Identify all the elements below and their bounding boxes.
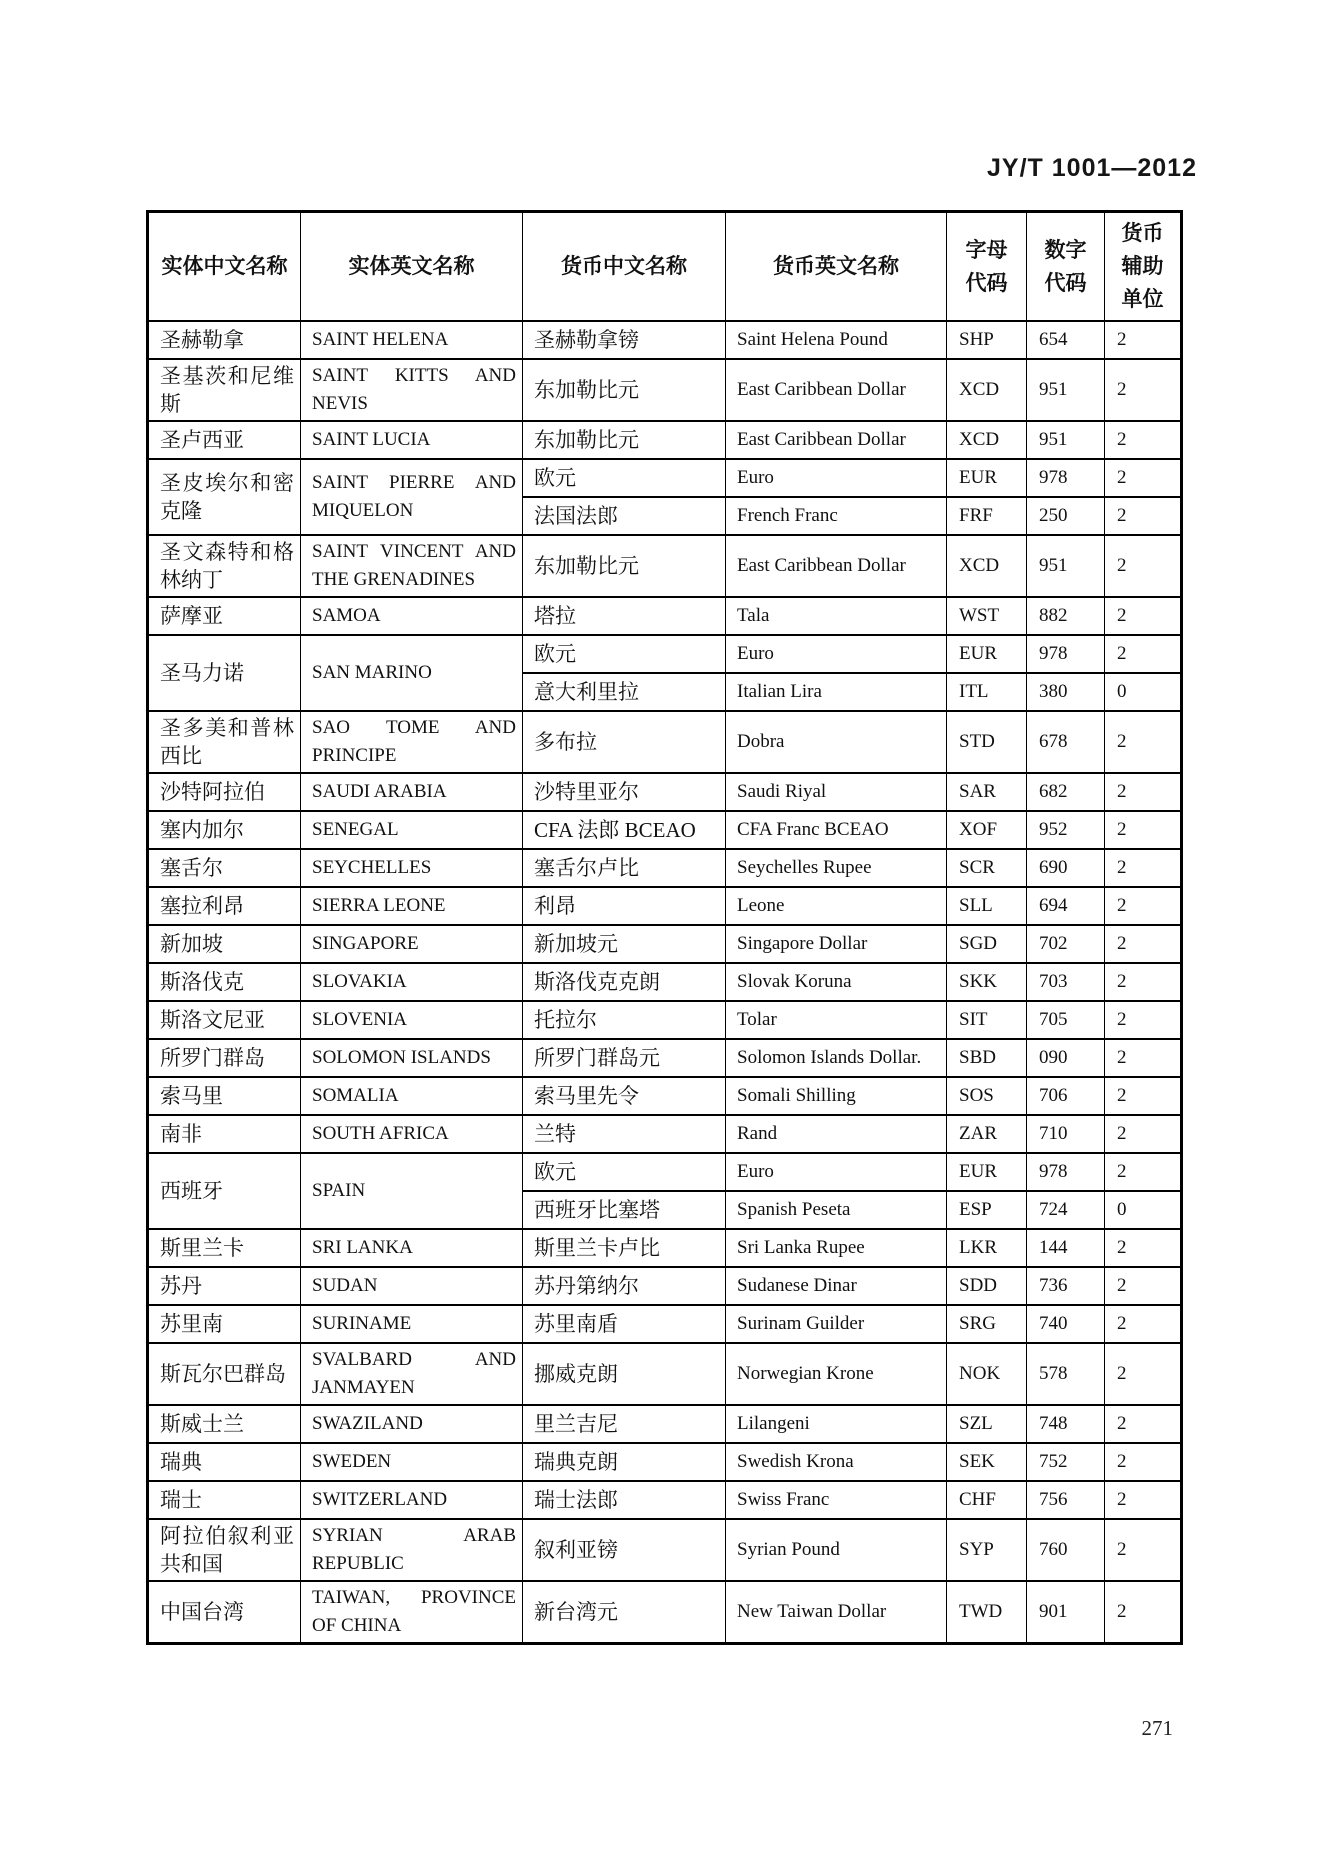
cell-minor-unit: 0 <box>1105 1191 1182 1229</box>
cell-numeric-code: 760 <box>1027 1519 1105 1581</box>
cell-currency-cn: 苏丹第纳尔 <box>523 1267 726 1305</box>
col-header-minor-unit <box>1105 212 1182 322</box>
cell-currency-cn: 所罗门群岛元 <box>523 1039 726 1077</box>
table-row <box>148 1077 1182 1115</box>
cell-currency-cn: 利昂 <box>523 887 726 925</box>
cell-currency-en: Syrian Pound <box>726 1519 947 1581</box>
cell-minor-unit: 2 <box>1105 1581 1182 1644</box>
cell-entity-cn: 所罗门群岛 <box>148 1039 301 1077</box>
table-row <box>148 811 1182 849</box>
cell-entity-en: SURINAME <box>301 1305 523 1343</box>
cell-numeric-code: 578 <box>1027 1343 1105 1405</box>
cell-alpha-code: SCR <box>947 849 1027 887</box>
cell-numeric-code: 654 <box>1027 321 1105 359</box>
cell-entity-en: SAINT HELENA <box>301 321 523 359</box>
cell-numeric-code: 250 <box>1027 497 1105 535</box>
table-row <box>148 1481 1182 1519</box>
cell-entity-cn: 圣多美和普林西比 <box>148 711 301 773</box>
cell-alpha-code: SYP <box>947 1519 1027 1581</box>
col-header-entity-cn <box>148 212 301 322</box>
cell-alpha-code: EUR <box>947 1153 1027 1191</box>
table-row <box>148 1305 1182 1343</box>
cell-currency-cn: 意大利里拉 <box>523 673 726 711</box>
cell-entity-en: SOMALIA <box>301 1077 523 1115</box>
table-body <box>148 321 1182 1644</box>
cell-entity-cn: 中国台湾 <box>148 1581 301 1644</box>
cell-numeric-code: 951 <box>1027 359 1105 421</box>
cell-numeric-code: 978 <box>1027 1153 1105 1191</box>
cell-currency-cn: 托拉尔 <box>523 1001 726 1039</box>
cell-currency-cn: 欧元 <box>523 1153 726 1191</box>
cell-currency-cn: 新加坡元 <box>523 925 726 963</box>
cell-numeric-code: 706 <box>1027 1077 1105 1115</box>
cell-minor-unit: 2 <box>1105 1229 1182 1267</box>
table-header <box>148 212 1182 322</box>
cell-minor-unit: 2 <box>1105 963 1182 1001</box>
col-header-label: 实体中文名称 <box>161 254 288 278</box>
table-row <box>148 321 1182 359</box>
cell-entity-en: SAN MARINO <box>301 635 523 711</box>
table-row <box>148 773 1182 811</box>
cell-alpha-code: WST <box>947 597 1027 635</box>
cell-entity-cn: 圣卢西亚 <box>148 421 301 459</box>
cell-currency-cn: 东加勒比元 <box>523 535 726 597</box>
cell-numeric-code: 978 <box>1027 459 1105 497</box>
cell-alpha-code: SGD <box>947 925 1027 963</box>
cell-currency-en: Slovak Koruna <box>726 963 947 1001</box>
cell-minor-unit: 2 <box>1105 1153 1182 1191</box>
cell-minor-unit: 2 <box>1105 321 1182 359</box>
cell-minor-unit: 2 <box>1105 421 1182 459</box>
cell-minor-unit: 2 <box>1105 1267 1182 1305</box>
table-row <box>148 1039 1182 1077</box>
cell-currency-en: Italian Lira <box>726 673 947 711</box>
cell-entity-cn: 苏里南 <box>148 1305 301 1343</box>
table-row <box>148 1405 1182 1443</box>
cell-numeric-code: 380 <box>1027 673 1105 711</box>
cell-numeric-code: 702 <box>1027 925 1105 963</box>
cell-numeric-code: 694 <box>1027 887 1105 925</box>
table-row <box>148 597 1182 635</box>
cell-entity-cn: 斯里兰卡 <box>148 1229 301 1267</box>
table-row <box>148 711 1182 773</box>
cell-entity-cn: 塞内加尔 <box>148 811 301 849</box>
cell-alpha-code: SEK <box>947 1443 1027 1481</box>
cell-minor-unit: 2 <box>1105 925 1182 963</box>
cell-currency-cn: 多布拉 <box>523 711 726 773</box>
cell-currency-cn: 瑞典克朗 <box>523 1443 726 1481</box>
standard-number: JY/T 1001—2012 <box>987 154 1197 182</box>
cell-entity-en: SVALBARD AND JANMAYEN <box>301 1343 523 1405</box>
col-header-label: 数字代码 <box>1044 237 1087 295</box>
cell-alpha-code: SOS <box>947 1077 1027 1115</box>
cell-alpha-code: EUR <box>947 459 1027 497</box>
cell-alpha-code: STD <box>947 711 1027 773</box>
cell-numeric-code: 756 <box>1027 1481 1105 1519</box>
cell-numeric-code: 690 <box>1027 849 1105 887</box>
cell-currency-en: Tala <box>726 597 947 635</box>
cell-currency-cn: 圣赫勒拿镑 <box>523 321 726 359</box>
cell-entity-cn: 斯洛文尼亚 <box>148 1001 301 1039</box>
cell-minor-unit: 2 <box>1105 1039 1182 1077</box>
table-row <box>148 963 1182 1001</box>
cell-currency-en: Tolar <box>726 1001 947 1039</box>
cell-entity-en: SPAIN <box>301 1153 523 1229</box>
cell-numeric-code: 090 <box>1027 1039 1105 1077</box>
cell-numeric-code: 952 <box>1027 811 1105 849</box>
cell-alpha-code: CHF <box>947 1481 1027 1519</box>
cell-numeric-code: 951 <box>1027 535 1105 597</box>
cell-entity-cn: 斯瓦尔巴群岛 <box>148 1343 301 1405</box>
cell-alpha-code: XOF <box>947 811 1027 849</box>
cell-minor-unit: 2 <box>1105 1443 1182 1481</box>
cell-currency-en: Euro <box>726 635 947 673</box>
cell-entity-en: SAINT KITTS AND NEVIS <box>301 359 523 421</box>
cell-entity-en: SOUTH AFRICA <box>301 1115 523 1153</box>
cell-currency-cn: 斯里兰卡卢比 <box>523 1229 726 1267</box>
cell-entity-cn: 斯洛伐克 <box>148 963 301 1001</box>
table-row <box>148 359 1182 421</box>
table-row <box>148 1153 1182 1191</box>
page-number: 271 <box>1141 1716 1173 1740</box>
cell-minor-unit: 2 <box>1105 359 1182 421</box>
cell-minor-unit: 2 <box>1105 535 1182 597</box>
cell-currency-en: Solomon Islands Dollar. <box>726 1039 947 1077</box>
cell-entity-en: SAINT LUCIA <box>301 421 523 459</box>
cell-currency-cn: 里兰吉尼 <box>523 1405 726 1443</box>
cell-currency-cn: 欧元 <box>523 459 726 497</box>
cell-entity-cn: 阿拉伯叙利亚共和国 <box>148 1519 301 1581</box>
cell-currency-en: Sri Lanka Rupee <box>726 1229 947 1267</box>
cell-minor-unit: 2 <box>1105 1001 1182 1039</box>
table-row <box>148 1581 1182 1644</box>
cell-entity-en: SUDAN <box>301 1267 523 1305</box>
col-header-currency-en <box>726 212 947 322</box>
cell-alpha-code: SZL <box>947 1405 1027 1443</box>
cell-minor-unit: 2 <box>1105 773 1182 811</box>
cell-alpha-code: XCD <box>947 535 1027 597</box>
cell-entity-en: SOLOMON ISLANDS <box>301 1039 523 1077</box>
cell-alpha-code: XCD <box>947 359 1027 421</box>
cell-entity-cn: 圣马力诺 <box>148 635 301 711</box>
cell-currency-cn: 挪威克朗 <box>523 1343 726 1405</box>
cell-currency-cn: 东加勒比元 <box>523 421 726 459</box>
col-header-label: 货币辅助单位 <box>1121 221 1164 311</box>
cell-currency-en: Singapore Dollar <box>726 925 947 963</box>
cell-alpha-code: TWD <box>947 1581 1027 1644</box>
cell-minor-unit: 0 <box>1105 673 1182 711</box>
table-row <box>148 535 1182 597</box>
cell-entity-cn: 圣皮埃尔和密克隆 <box>148 459 301 535</box>
cell-entity-en: SLOVENIA <box>301 1001 523 1039</box>
cell-currency-en: Surinam Guilder <box>726 1305 947 1343</box>
col-header-label: 货币英文名称 <box>773 254 899 278</box>
table-row <box>148 421 1182 459</box>
cell-alpha-code: SKK <box>947 963 1027 1001</box>
cell-numeric-code: 682 <box>1027 773 1105 811</box>
cell-entity-en: SYRIAN ARAB REPUBLIC <box>301 1519 523 1581</box>
cell-currency-cn: 叙利亚镑 <box>523 1519 726 1581</box>
cell-entity-cn: 圣基茨和尼维斯 <box>148 359 301 421</box>
cell-entity-cn: 新加坡 <box>148 925 301 963</box>
cell-currency-cn: 东加勒比元 <box>523 359 726 421</box>
table-row <box>148 1343 1182 1405</box>
table-row <box>148 1229 1182 1267</box>
cell-entity-en: TAIWAN, PROVINCE OF CHINA <box>301 1581 523 1644</box>
cell-numeric-code: 740 <box>1027 1305 1105 1343</box>
cell-currency-en: Euro <box>726 1153 947 1191</box>
cell-alpha-code: SDD <box>947 1267 1027 1305</box>
cell-numeric-code: 705 <box>1027 1001 1105 1039</box>
cell-currency-en: Seychelles Rupee <box>726 849 947 887</box>
col-header-entity-en <box>301 212 523 322</box>
cell-entity-cn: 萨摩亚 <box>148 597 301 635</box>
cell-numeric-code: 978 <box>1027 635 1105 673</box>
cell-numeric-code: 736 <box>1027 1267 1105 1305</box>
cell-alpha-code: ZAR <box>947 1115 1027 1153</box>
cell-alpha-code: XCD <box>947 421 1027 459</box>
cell-entity-cn: 塞拉利昂 <box>148 887 301 925</box>
cell-entity-en: SENEGAL <box>301 811 523 849</box>
col-header-alpha-code <box>947 212 1027 322</box>
cell-minor-unit: 2 <box>1105 1405 1182 1443</box>
cell-minor-unit: 2 <box>1105 887 1182 925</box>
cell-minor-unit: 2 <box>1105 1077 1182 1115</box>
cell-minor-unit: 2 <box>1105 635 1182 673</box>
cell-currency-en: Euro <box>726 459 947 497</box>
cell-alpha-code: SLL <box>947 887 1027 925</box>
cell-entity-cn: 苏丹 <box>148 1267 301 1305</box>
cell-alpha-code: ITL <box>947 673 1027 711</box>
cell-numeric-code: 710 <box>1027 1115 1105 1153</box>
cell-numeric-code: 703 <box>1027 963 1105 1001</box>
cell-currency-cn: 新台湾元 <box>523 1581 726 1644</box>
cell-alpha-code: EUR <box>947 635 1027 673</box>
cell-entity-cn: 圣赫勒拿 <box>148 321 301 359</box>
currency-code-table <box>146 210 1183 1645</box>
cell-currency-cn: 瑞士法郎 <box>523 1481 726 1519</box>
cell-currency-en: Rand <box>726 1115 947 1153</box>
cell-currency-en: Saint Helena Pound <box>726 321 947 359</box>
cell-currency-cn: CFA 法郎 BCEAO <box>523 811 726 849</box>
cell-currency-en: New Taiwan Dollar <box>726 1581 947 1644</box>
cell-alpha-code: LKR <box>947 1229 1027 1267</box>
cell-numeric-code: 724 <box>1027 1191 1105 1229</box>
cell-alpha-code: ESP <box>947 1191 1027 1229</box>
cell-currency-cn: 塔拉 <box>523 597 726 635</box>
cell-entity-cn: 索马里 <box>148 1077 301 1115</box>
col-header-label: 字母代码 <box>965 237 1008 295</box>
cell-currency-en: CFA Franc BCEAO <box>726 811 947 849</box>
cell-entity-en: SAINT VINCENT AND THE GRENADINES <box>301 535 523 597</box>
cell-numeric-code: 144 <box>1027 1229 1105 1267</box>
cell-entity-cn: 塞舌尔 <box>148 849 301 887</box>
table-row <box>148 1443 1182 1481</box>
col-header-numeric-code <box>1027 212 1105 322</box>
cell-entity-en: SINGAPORE <box>301 925 523 963</box>
cell-entity-en: SRI LANKA <box>301 1229 523 1267</box>
cell-minor-unit: 2 <box>1105 1305 1182 1343</box>
cell-alpha-code: NOK <box>947 1343 1027 1405</box>
cell-currency-en: East Caribbean Dollar <box>726 359 947 421</box>
cell-currency-cn: 苏里南盾 <box>523 1305 726 1343</box>
cell-currency-en: Dobra <box>726 711 947 773</box>
cell-numeric-code: 752 <box>1027 1443 1105 1481</box>
cell-entity-cn: 斯威士兰 <box>148 1405 301 1443</box>
cell-entity-en: SAUDI ARABIA <box>301 773 523 811</box>
cell-entity-cn: 瑞士 <box>148 1481 301 1519</box>
cell-minor-unit: 2 <box>1105 811 1182 849</box>
cell-currency-en: Spanish Peseta <box>726 1191 947 1229</box>
cell-numeric-code: 748 <box>1027 1405 1105 1443</box>
cell-entity-en: SAO TOME AND PRINCIPE <box>301 711 523 773</box>
cell-entity-cn: 圣文森特和格林纳丁 <box>148 535 301 597</box>
cell-minor-unit: 2 <box>1105 1481 1182 1519</box>
cell-currency-cn: 欧元 <box>523 635 726 673</box>
cell-currency-en: Leone <box>726 887 947 925</box>
cell-minor-unit: 2 <box>1105 459 1182 497</box>
col-header-label: 实体英文名称 <box>348 254 475 278</box>
cell-currency-cn: 塞舌尔卢比 <box>523 849 726 887</box>
cell-currency-en: French Franc <box>726 497 947 535</box>
cell-entity-cn: 南非 <box>148 1115 301 1153</box>
cell-alpha-code: SIT <box>947 1001 1027 1039</box>
col-header-currency-cn <box>523 212 726 322</box>
table-row <box>148 849 1182 887</box>
cell-currency-en: Norwegian Krone <box>726 1343 947 1405</box>
cell-currency-cn: 兰特 <box>523 1115 726 1153</box>
cell-currency-cn: 索马里先令 <box>523 1077 726 1115</box>
cell-numeric-code: 882 <box>1027 597 1105 635</box>
cell-currency-en: East Caribbean Dollar <box>726 421 947 459</box>
cell-currency-cn: 法国法郎 <box>523 497 726 535</box>
cell-entity-en: SWAZILAND <box>301 1405 523 1443</box>
table-row <box>148 635 1182 673</box>
table-row <box>148 887 1182 925</box>
cell-entity-cn: 西班牙 <box>148 1153 301 1229</box>
cell-minor-unit: 2 <box>1105 711 1182 773</box>
cell-entity-en: SWEDEN <box>301 1443 523 1481</box>
cell-minor-unit: 2 <box>1105 1115 1182 1153</box>
cell-currency-en: Swiss Franc <box>726 1481 947 1519</box>
cell-minor-unit: 2 <box>1105 597 1182 635</box>
cell-entity-en: SAMOA <box>301 597 523 635</box>
header-row <box>148 212 1182 322</box>
cell-numeric-code: 678 <box>1027 711 1105 773</box>
table-row <box>148 1519 1182 1581</box>
cell-entity-en: SLOVAKIA <box>301 963 523 1001</box>
table-row <box>148 459 1182 497</box>
cell-entity-cn: 沙特阿拉伯 <box>148 773 301 811</box>
cell-entity-en: SIERRA LEONE <box>301 887 523 925</box>
cell-entity-en: SEYCHELLES <box>301 849 523 887</box>
cell-minor-unit: 2 <box>1105 1343 1182 1405</box>
cell-minor-unit: 2 <box>1105 1519 1182 1581</box>
table-row <box>148 1267 1182 1305</box>
cell-alpha-code: FRF <box>947 497 1027 535</box>
cell-minor-unit: 2 <box>1105 497 1182 535</box>
cell-alpha-code: SAR <box>947 773 1027 811</box>
cell-minor-unit: 2 <box>1105 849 1182 887</box>
cell-alpha-code: SRG <box>947 1305 1027 1343</box>
table-row <box>148 1001 1182 1039</box>
table-row <box>148 925 1182 963</box>
cell-currency-cn: 西班牙比塞塔 <box>523 1191 726 1229</box>
cell-entity-en: SWITZERLAND <box>301 1481 523 1519</box>
cell-currency-en: Somali Shilling <box>726 1077 947 1115</box>
cell-entity-cn: 瑞典 <box>148 1443 301 1481</box>
cell-numeric-code: 951 <box>1027 421 1105 459</box>
cell-alpha-code: SBD <box>947 1039 1027 1077</box>
cell-currency-en: Lilangeni <box>726 1405 947 1443</box>
cell-currency-cn: 斯洛伐克克朗 <box>523 963 726 1001</box>
cell-currency-en: Swedish Krona <box>726 1443 947 1481</box>
cell-currency-cn: 沙特里亚尔 <box>523 773 726 811</box>
cell-currency-en: Sudanese Dinar <box>726 1267 947 1305</box>
table-row <box>148 1115 1182 1153</box>
col-header-label: 货币中文名称 <box>561 254 687 278</box>
cell-numeric-code: 901 <box>1027 1581 1105 1644</box>
cell-entity-en: SAINT PIERRE AND MIQUELON <box>301 459 523 535</box>
cell-alpha-code: SHP <box>947 321 1027 359</box>
cell-currency-en: Saudi Riyal <box>726 773 947 811</box>
cell-currency-en: East Caribbean Dollar <box>726 535 947 597</box>
